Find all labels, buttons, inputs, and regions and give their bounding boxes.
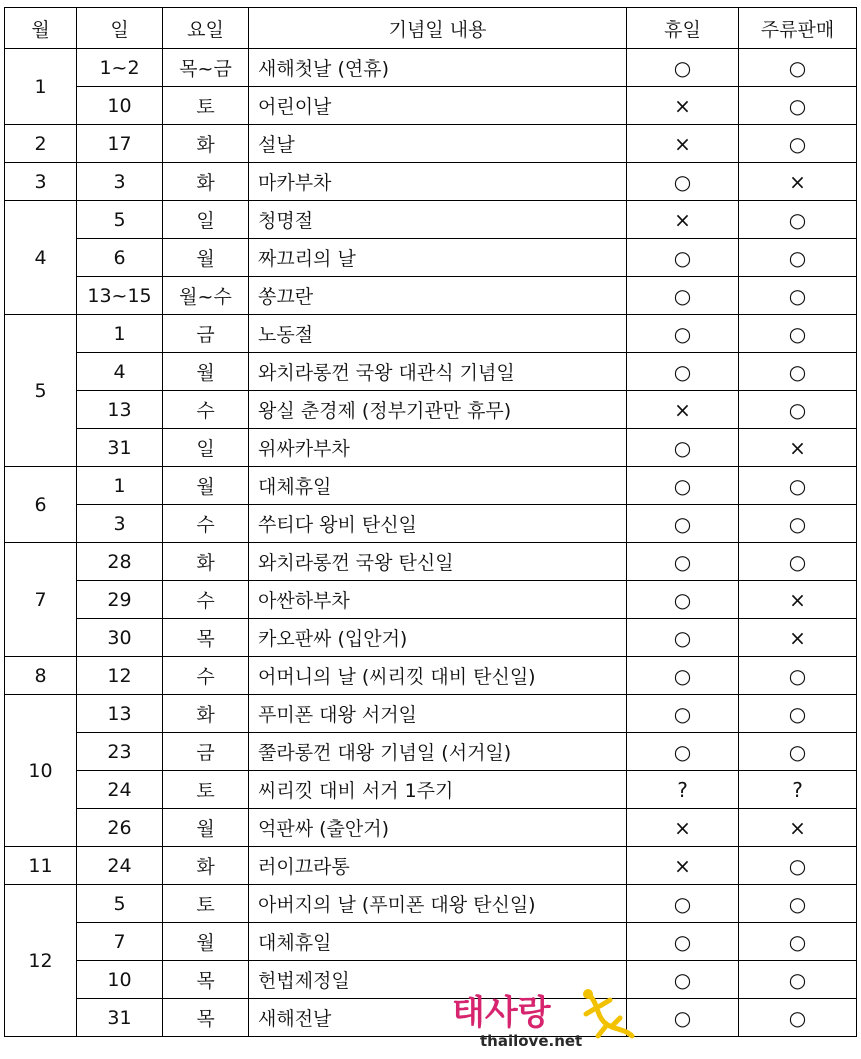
holiday-mark: ○ <box>627 505 739 543</box>
day-cell: 31 <box>77 999 163 1037</box>
alcohol-sale-mark: ○ <box>739 885 857 923</box>
weekday-cell: 화 <box>163 847 249 885</box>
weekday-cell: 금 <box>163 733 249 771</box>
alcohol-sale-mark: ○ <box>739 125 857 163</box>
weekday-cell: 토 <box>163 87 249 125</box>
table-row <box>5 961 857 999</box>
table-row <box>5 695 857 733</box>
weekday-cell: 화 <box>163 543 249 581</box>
alcohol-sale-mark: ○ <box>739 999 857 1037</box>
day-cell: 31 <box>77 429 163 467</box>
description-cell: 노동절 <box>249 315 627 353</box>
day-cell: 1 <box>77 467 163 505</box>
weekday-cell: 월 <box>163 353 249 391</box>
month-cell: 5 <box>5 315 77 467</box>
day-cell: 26 <box>77 809 163 847</box>
weekday-cell: 토 <box>163 885 249 923</box>
month-cell: 11 <box>5 847 77 885</box>
day-cell: 23 <box>77 733 163 771</box>
alcohol-sale-mark: ○ <box>739 505 857 543</box>
weekday-cell: 목 <box>163 961 249 999</box>
holiday-mark: ○ <box>627 277 739 315</box>
weekday-cell: 목~금 <box>163 49 249 87</box>
weekday-cell: 월 <box>163 809 249 847</box>
day-cell: 24 <box>77 847 163 885</box>
description-cell: 푸미폰 대왕 서거일 <box>249 695 627 733</box>
table-row <box>5 49 857 87</box>
alcohol-sale-mark: ○ <box>739 961 857 999</box>
alcohol-sale-mark: × <box>739 619 857 657</box>
header-row <box>5 8 857 49</box>
table-row <box>5 277 857 315</box>
description-cell: 억판싸 (출안거) <box>249 809 627 847</box>
description-cell: 어머니의 날 (씨리낏 대비 탄신일) <box>249 657 627 695</box>
description-cell: 쭐라롱껀 대왕 기념일 (서거일) <box>249 733 627 771</box>
holiday-mark: ○ <box>627 923 739 961</box>
alcohol-sale-mark: ? <box>739 771 857 809</box>
alcohol-sale-mark: × <box>739 581 857 619</box>
day-cell: 10 <box>77 961 163 999</box>
table-row <box>5 315 857 353</box>
description-cell: 대체휴일 <box>249 923 627 961</box>
description-cell: 헌법제정일 <box>249 961 627 999</box>
holiday-mark: × <box>627 391 739 429</box>
holiday-mark: ○ <box>627 163 739 201</box>
alcohol-sale-mark: ○ <box>739 467 857 505</box>
description-cell: 어린이날 <box>249 87 627 125</box>
alcohol-sale-mark: ○ <box>739 277 857 315</box>
description-cell: 짜끄리의 날 <box>249 239 627 277</box>
holiday-mark: ○ <box>627 315 739 353</box>
table-row <box>5 809 857 847</box>
holiday-mark: ○ <box>627 49 739 87</box>
description-cell: 대체휴일 <box>249 467 627 505</box>
holiday-mark: × <box>627 125 739 163</box>
day-cell: 13 <box>77 391 163 429</box>
description-cell: 설날 <box>249 125 627 163</box>
table-row <box>5 201 857 239</box>
description-cell: 쏭끄란 <box>249 277 627 315</box>
holiday-mark: ○ <box>627 961 739 999</box>
weekday-cell: 수 <box>163 657 249 695</box>
holiday-mark: ○ <box>627 695 739 733</box>
table-row <box>5 733 857 771</box>
description-cell: 아버지의 날 (푸미폰 대왕 탄신일) <box>249 885 627 923</box>
weekday-cell: 월 <box>163 467 249 505</box>
alcohol-sale-mark: × <box>739 809 857 847</box>
alcohol-sale-mark: ○ <box>739 391 857 429</box>
month-cell: 8 <box>5 657 77 695</box>
weekday-cell: 토 <box>163 771 249 809</box>
alcohol-sale-mark: ○ <box>739 201 857 239</box>
weekday-cell: 화 <box>163 125 249 163</box>
holiday-table <box>4 7 857 1037</box>
thailove-watermark-logo <box>448 984 638 1052</box>
holiday-mark: ? <box>627 771 739 809</box>
day-cell: 5 <box>77 201 163 239</box>
month-cell: 4 <box>5 201 77 315</box>
day-cell: 1~2 <box>77 49 163 87</box>
day-cell: 12 <box>77 657 163 695</box>
description-cell: 마카부차 <box>249 163 627 201</box>
header-alcohol-sale: 주류판매 <box>739 8 857 49</box>
table-row <box>5 581 857 619</box>
table-row <box>5 429 857 467</box>
holiday-mark: ○ <box>627 999 739 1037</box>
alcohol-sale-mark: ○ <box>739 733 857 771</box>
day-cell: 17 <box>77 125 163 163</box>
weekday-cell: 일 <box>163 429 249 467</box>
holiday-mark: ○ <box>627 581 739 619</box>
table-row <box>5 87 857 125</box>
table-row <box>5 847 857 885</box>
weekday-cell: 월 <box>163 239 249 277</box>
description-cell: 청명절 <box>249 201 627 239</box>
alcohol-sale-mark: ○ <box>739 239 857 277</box>
holiday-mark: ○ <box>627 239 739 277</box>
alcohol-sale-mark: ○ <box>739 315 857 353</box>
alcohol-sale-mark: ○ <box>739 353 857 391</box>
holiday-mark: ○ <box>627 467 739 505</box>
day-cell: 1 <box>77 315 163 353</box>
table-row <box>5 505 857 543</box>
description-cell: 왕실 춘경제 (정부기관만 휴무) <box>249 391 627 429</box>
month-cell: 10 <box>5 695 77 847</box>
month-cell: 12 <box>5 885 77 1037</box>
table-row <box>5 657 857 695</box>
holiday-mark: ○ <box>627 885 739 923</box>
alcohol-sale-mark: ○ <box>739 695 857 733</box>
watermark-sub-text: thailove.net <box>480 1032 583 1050</box>
table-row <box>5 771 857 809</box>
weekday-cell: 월~수 <box>163 277 249 315</box>
month-cell: 7 <box>5 543 77 657</box>
day-cell: 13 <box>77 695 163 733</box>
lizard-icon <box>586 994 632 1036</box>
table-row <box>5 467 857 505</box>
header-holiday: 휴일 <box>627 8 739 49</box>
weekday-cell: 화 <box>163 695 249 733</box>
day-cell: 7 <box>77 923 163 961</box>
day-cell: 13~15 <box>77 277 163 315</box>
weekday-cell: 금 <box>163 315 249 353</box>
table-row <box>5 885 857 923</box>
weekday-cell: 수 <box>163 581 249 619</box>
description-cell: 씨리낏 대비 서거 1주기 <box>249 771 627 809</box>
description-cell: 러이끄라통 <box>249 847 627 885</box>
alcohol-sale-mark: × <box>739 163 857 201</box>
alcohol-sale-mark: ○ <box>739 847 857 885</box>
day-cell: 24 <box>77 771 163 809</box>
day-cell: 4 <box>77 353 163 391</box>
table-row <box>5 391 857 429</box>
weekday-cell: 수 <box>163 391 249 429</box>
month-cell: 2 <box>5 125 77 163</box>
table-row <box>5 163 857 201</box>
lizard-head-icon <box>583 989 593 999</box>
description-cell: 위싸카부차 <box>249 429 627 467</box>
alcohol-sale-mark: ○ <box>739 49 857 87</box>
holiday-mark: ○ <box>627 657 739 695</box>
weekday-cell: 일 <box>163 201 249 239</box>
weekday-cell: 화 <box>163 163 249 201</box>
weekday-cell: 목 <box>163 999 249 1037</box>
alcohol-sale-mark: ○ <box>739 923 857 961</box>
weekday-cell: 목 <box>163 619 249 657</box>
holiday-mark: ○ <box>627 543 739 581</box>
alcohol-sale-mark: ○ <box>739 87 857 125</box>
table-row <box>5 125 857 163</box>
description-cell: 쑤티다 왕비 탄신일 <box>249 505 627 543</box>
day-cell: 29 <box>77 581 163 619</box>
header-month: 월 <box>5 8 77 49</box>
holiday-mark: × <box>627 847 739 885</box>
watermark-main-text: 태사랑 <box>452 993 551 1033</box>
table-body <box>5 49 857 1037</box>
header-description: 기념일 내용 <box>249 8 627 49</box>
day-cell: 3 <box>77 163 163 201</box>
table-row <box>5 999 857 1037</box>
day-cell: 6 <box>77 239 163 277</box>
alcohol-sale-mark: ○ <box>739 657 857 695</box>
day-cell: 10 <box>77 87 163 125</box>
table-row <box>5 239 857 277</box>
month-cell: 3 <box>5 163 77 201</box>
description-cell: 새해첫날 (연휴) <box>249 49 627 87</box>
table-row <box>5 619 857 657</box>
weekday-cell: 수 <box>163 505 249 543</box>
alcohol-sale-mark: × <box>739 429 857 467</box>
header-weekday: 요일 <box>163 8 249 49</box>
description-cell: 새해전날 <box>249 999 627 1037</box>
day-cell: 5 <box>77 885 163 923</box>
alcohol-sale-mark: ○ <box>739 543 857 581</box>
table-row <box>5 543 857 581</box>
day-cell: 28 <box>77 543 163 581</box>
description-cell: 와치라롱껀 국왕 탄신일 <box>249 543 627 581</box>
weekday-cell: 월 <box>163 923 249 961</box>
description-cell: 와치라롱껀 국왕 대관식 기념일 <box>249 353 627 391</box>
month-cell: 1 <box>5 49 77 125</box>
day-cell: 30 <box>77 619 163 657</box>
holiday-mark: ○ <box>627 619 739 657</box>
holiday-mark: × <box>627 201 739 239</box>
description-cell: 아싼하부차 <box>249 581 627 619</box>
day-cell: 3 <box>77 505 163 543</box>
month-cell: 6 <box>5 467 77 543</box>
holiday-mark: × <box>627 809 739 847</box>
holiday-mark: ○ <box>627 429 739 467</box>
table-row <box>5 353 857 391</box>
holiday-mark: ○ <box>627 733 739 771</box>
holiday-mark: ○ <box>627 353 739 391</box>
holiday-mark: × <box>627 87 739 125</box>
header-day: 일 <box>77 8 163 49</box>
table-row <box>5 923 857 961</box>
description-cell: 카오판싸 (입안거) <box>249 619 627 657</box>
